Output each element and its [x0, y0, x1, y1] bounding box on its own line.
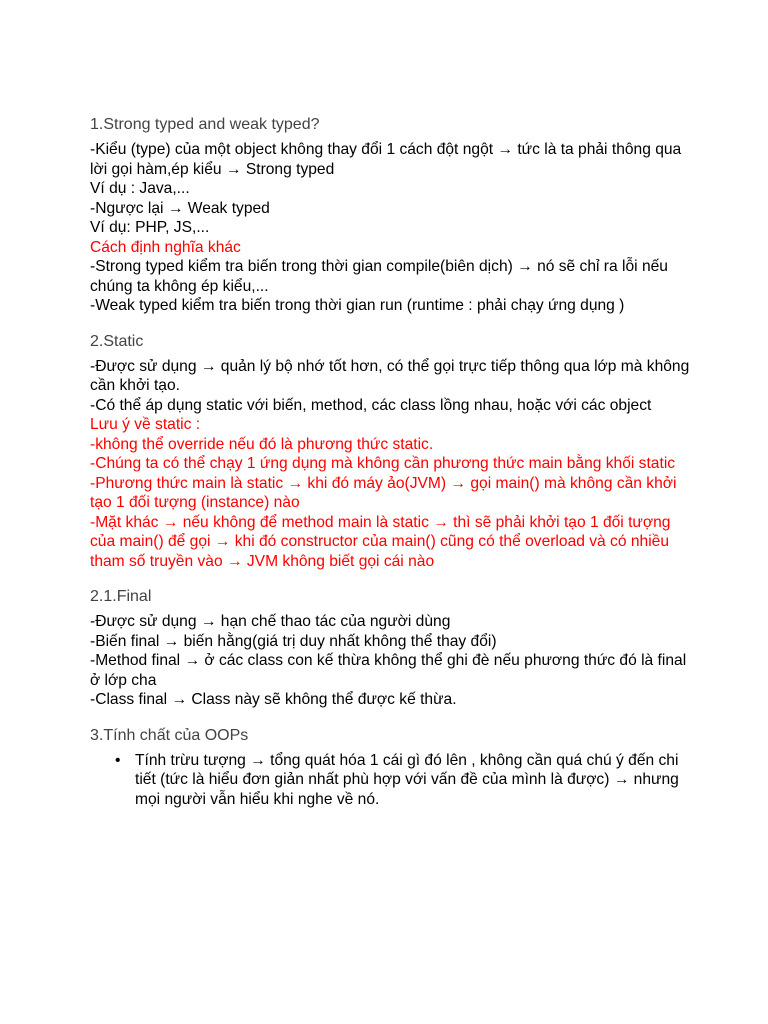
bullet-icon: • [115, 751, 121, 769]
section-oops [90, 725, 690, 810]
paragraph-line: -Kiểu (type) của một object không thay đổi 1 cách đột ngột → tức là ta phải thông qua lời gọi hàm,ép kiểu → Strong typed [90, 141, 682, 178]
paragraph-line: Ví dụ: PHP, JS,... [90, 219, 210, 236]
document-page [90, 114, 690, 824]
paragraph-line: -Method final → ở các class con kế thừa không thể ghi đè nếu phương thức đó là final ở lớp cha [90, 652, 687, 689]
bullet-list [90, 751, 690, 810]
section-heading: 2.Static [90, 332, 144, 350]
paragraph-line: -Biến final → biến hằng(giá trị duy nhất không thể thay đổi) [90, 632, 497, 650]
section-final [90, 586, 690, 710]
section-heading: 3.Tính chất của OOPs [90, 726, 249, 744]
section-strong-weak-typed [90, 114, 690, 316]
section-heading: 2.1.Final [90, 588, 152, 605]
paragraph-line: -Được sử dụng → hạn chế thao tác của người dùng [90, 613, 451, 630]
highlight-line: -Mặt khác → nếu không để method main là static → thì sẽ phải khởi tạo 1 đối tượng của main() để gọi → khi đó constructor của main() cũng có thể overload và có nhiều tham số truyền vào → JVM không biết gọi cái nào [90, 513, 671, 570]
paragraph-line: -Strong typed kiểm tra biến trong thời gian compile(biên dịch) → nó sẽ chỉ ra lỗi nếu chúng ta không ép kiểu,... [90, 258, 668, 295]
highlight-line: -không thể override nếu đó là phương thức static. [90, 435, 434, 453]
list-item [115, 751, 690, 810]
highlight-line: Lưu ý về static : [90, 416, 201, 433]
paragraph-line: -Được sử dụng → quản lý bộ nhớ tốt hơn, có thể gọi trực tiếp thông qua lớp mà không cần khởi tạo. [90, 357, 690, 394]
highlight-line: -Chúng ta có thể chạy 1 ứng dụng mà không cần phương thức main bằng khối static [90, 455, 676, 472]
highlight-line: Cách định nghĩa khác [90, 238, 241, 256]
highlight-line: -Phương thức main là static → khi đó máy ảo(JVM) → gọi main() mà không cần khởi tạo 1 đối tượng (instance) nào [90, 474, 677, 511]
section-heading: 1.Strong typed and weak typed? [90, 116, 320, 133]
paragraph-line: Ví dụ : Java,... [90, 180, 190, 197]
paragraph-line: -Có thể áp dụng static với biến, method, các class lồng nhau, hoặc với các object [90, 396, 652, 414]
list-item-text: Tính trừu tượng → tổng quát hóa 1 cái gì đó lên , không cần quá chú ý đến chi tiết (tức là hiểu đơn giản nhất phù hợp với vấn đề của mình là được) → nhưng mọi người vẫn hiểu khi nghe về nó. [135, 751, 679, 808]
section-static [90, 331, 690, 572]
paragraph-line: -Ngược lại → Weak typed [90, 199, 270, 217]
paragraph-line: -Weak typed kiểm tra biến trong thời gian run (runtime : phải chạy ứng dụng ) [90, 297, 625, 314]
paragraph-line: -Class final → Class này sẽ không thể được kế thừa. [90, 691, 457, 708]
